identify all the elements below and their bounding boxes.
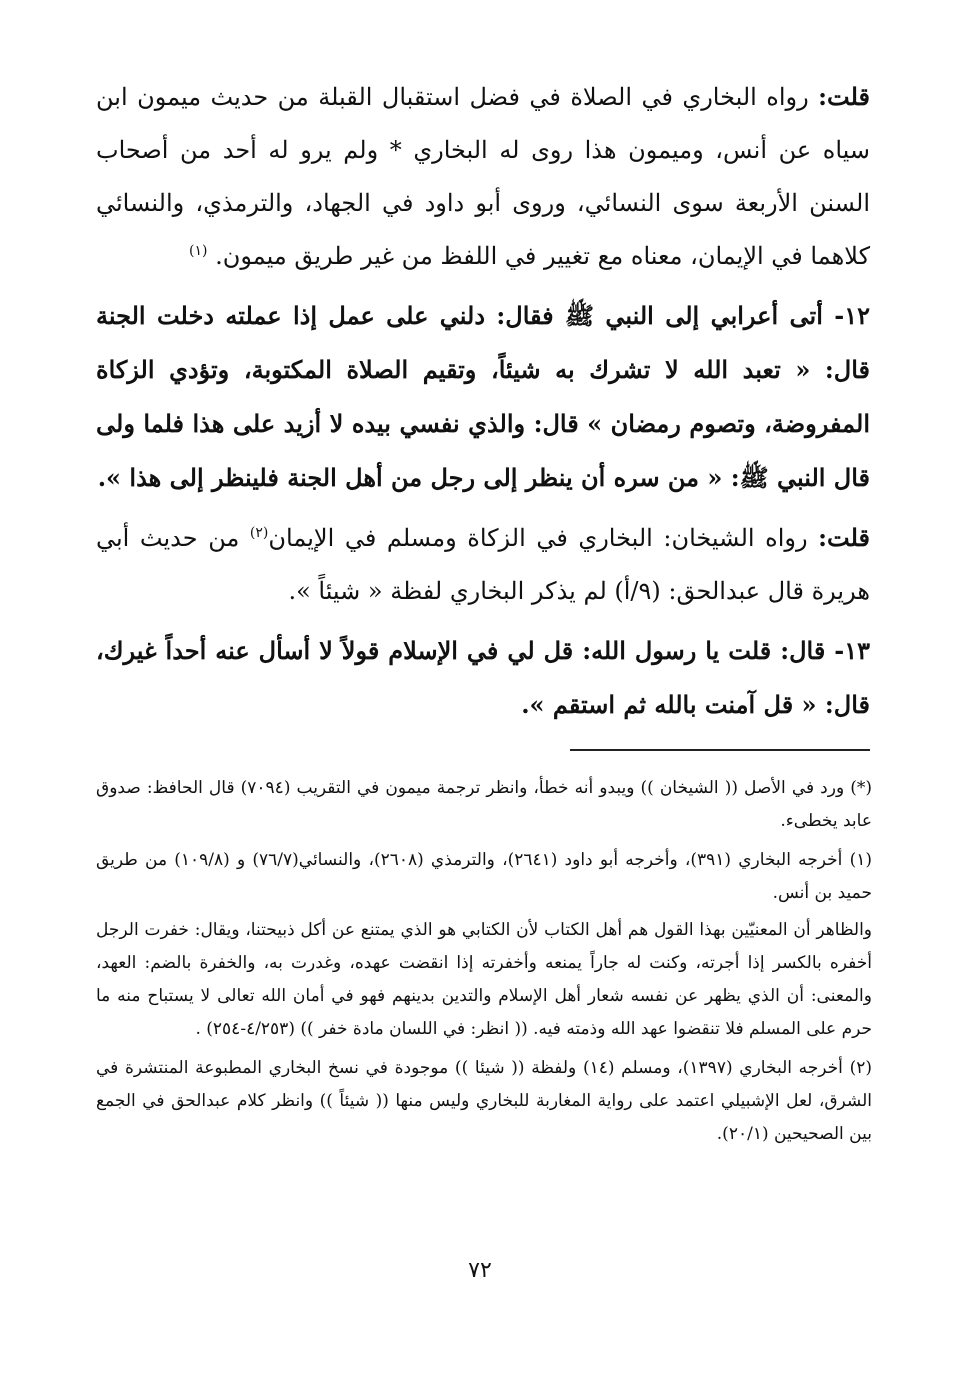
footnote-divider <box>570 749 870 751</box>
commentary-label: قلت: <box>818 523 870 552</box>
footnote-2: (٢) أخرجه البخاري (١٣٩٧)، ومسلم (١٤) ولفظة (( شيئا )) موجودة في نسخ البخاري المطبوعة المنتشرة في الشرق، لعل الإشبيلي اعتمد على رواية المغاربة للبخاري وليس منها (( شيئاً )) وانظر كلام عبدالحق في الجمع بين الصحيحين (٢٠/١). <box>96 1058 873 1144</box>
footnote-ref-2: (٢) <box>249 525 269 541</box>
footnote-1-continuation: والظاهر أن المعنيّين بهذا القول هم أهل الكتاب لأن الكتابي هو الذي يمتنع عن أكل ذبيحتنا، ويقال: خفرت الرجل أخفره بالكسر إذا أجرته، وكنت له جاراً يمنعه وأخفرته إذا انقضت عهده، وغدرت به، والخفرة بالضم: العهد، والمعنى: أن الذي يظهر عن نفسه شعار أهل الإسلام والتدين بدينهم فهو في أمان الله تعالى لا يستباح منه ما حرم على المسلم فلا تنقضوا عهد الله وذمته فيه. (( انظر: في اللسان مادة خفر )) (٤/٢٥٣-٢٥٤) . <box>96 920 872 1039</box>
footnote-star: (*) ورد في الأصل (( الشيخان )) ويبدو أنه خطأ، وانظر ترجمة ميمون في التقريب (٧٠٩٤) قال الحافظ: صدوق عابد يخطىء. <box>96 778 872 831</box>
commentary-label: قلت: <box>818 82 870 111</box>
main-text <box>96 70 870 738</box>
footnote-ref-1: (١) <box>188 243 208 259</box>
hadith-13: ١٣- قال: قلت يا رسول الله: قل لي في الإسلام قولاً لا أسأل عنه أحداً غيرك، قال: « قل آمنت بالله ثم استقم ». <box>96 636 870 719</box>
footnote-1: (١) أخرجه البخاري (٣٩١)، وأخرجه أبو داود (٢٦٤١)، والترمذي (٢٦٠٨)، والنسائي(٧٦/٧) و (١٠٩/٨) من طريق حميد بن أنس. <box>96 850 872 903</box>
commentary-text-a: رواه الشيخان: البخاري في الزكاة ومسلم في الإيمان <box>268 524 819 552</box>
hadith-12: ١٢- أتى أعرابي إلى النبي ﷺ فقال: دلني على عمل إذا عملته دخلت الجنة قال: « تعبد الله لا تشرك به شيئاً، وتقيم الصلاة المكتوبة، وتؤدي الزكاة المفروضة، وتصوم رمضان » قال: والذي نفسي بيده لا أزيد على هذا فلما ولى قال النبي ﷺ: « من سره أن ينظر إلى رجل من أهل الجنة فلينظر إلى هذا ». <box>96 301 871 492</box>
commentary-paragraph-2 <box>96 511 870 618</box>
commentary-text: رواه البخاري في الصلاة في فضل استقبال القبلة من حديث ميمون ابن سياه عن أنس، وميمون هذا روى له البخاري * ولم يرو له أحد من أصحاب السنن الأربعة سوى النسائي، وروى أبو داود في الجهاد، والترمذي، والنسائي كلاهما في الإيمان، معناه مع تغيير في اللفظ من غير طريق ميمون. <box>96 83 870 270</box>
commentary-text-b: من حديث أبي هريرة قال عبدالحق: (٩/أ) لم يذكر البخاري لفظة « شيئاً ». <box>96 524 870 605</box>
page-number: ٧٢ <box>468 1258 492 1283</box>
footnotes <box>96 772 872 1157</box>
commentary-paragraph-1 <box>96 70 870 283</box>
